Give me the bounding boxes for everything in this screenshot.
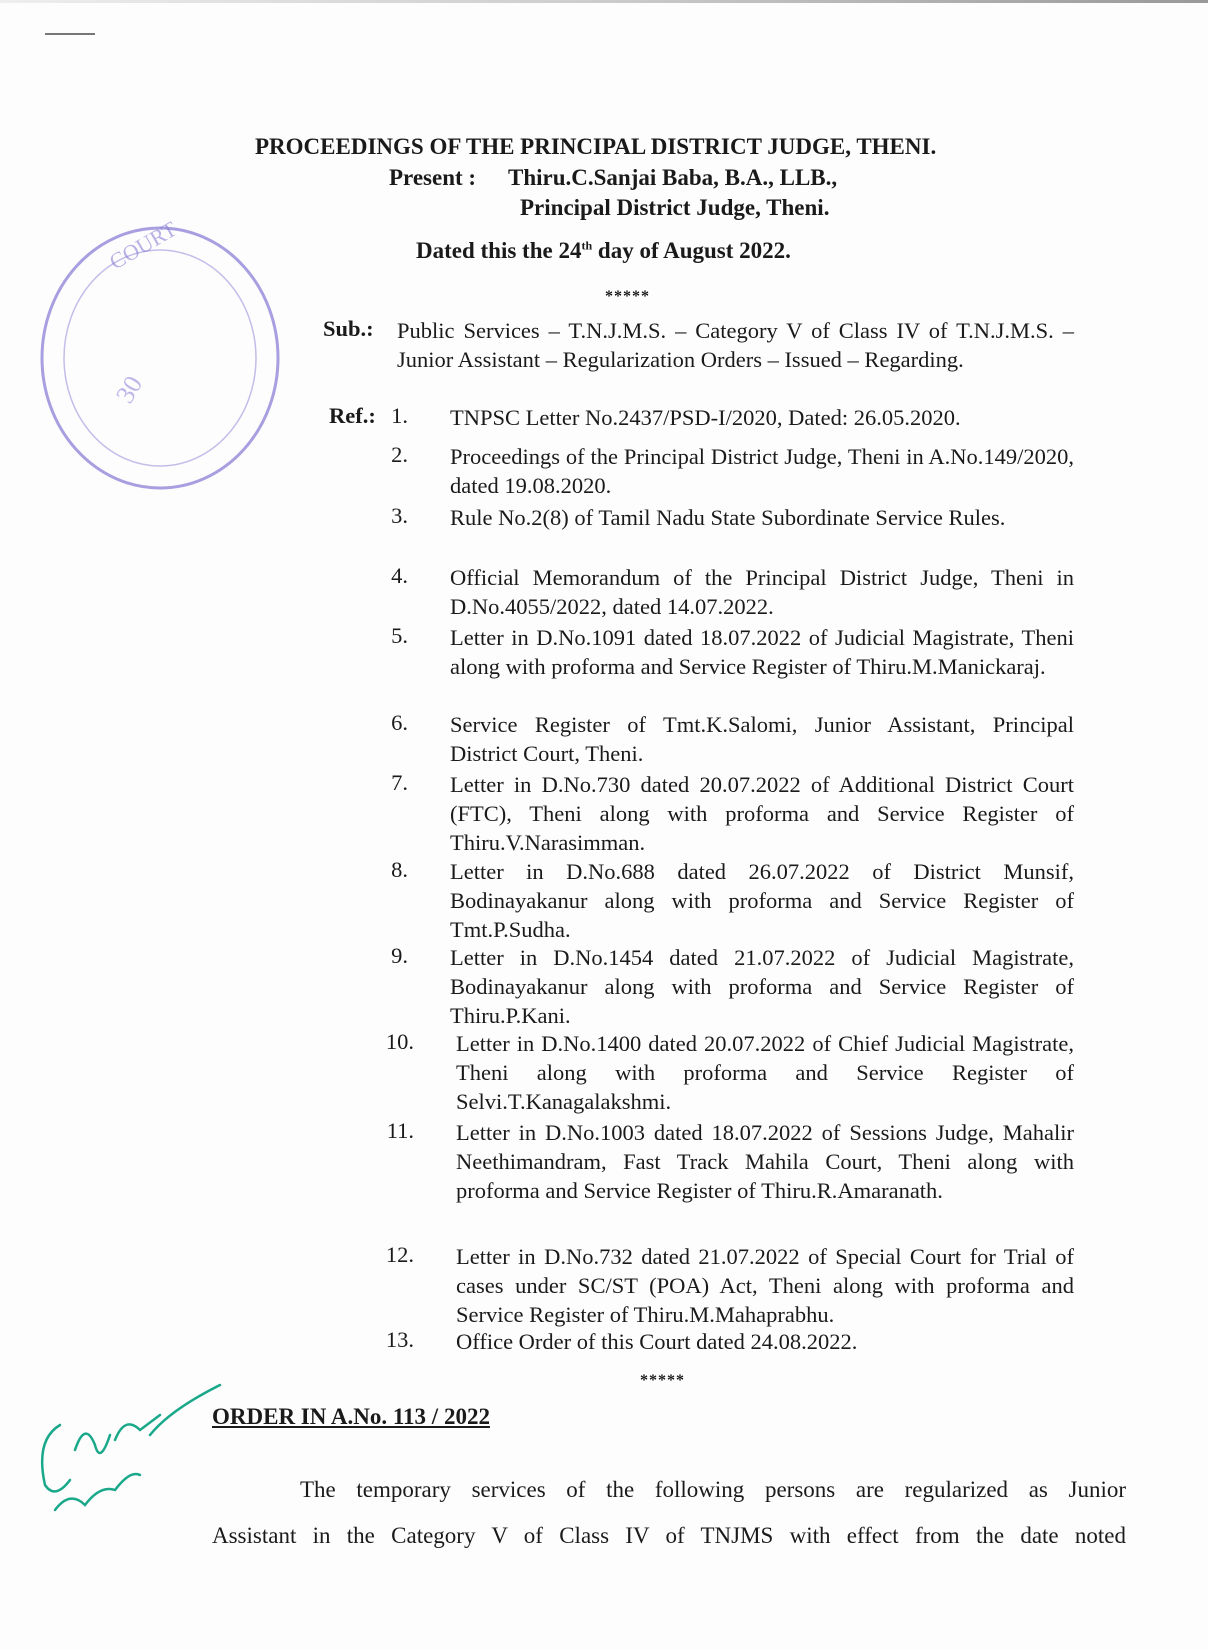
reference-number: 4. — [391, 563, 408, 588]
order-paragraph-line-2: Assistant in the Category V of Class IV of TNJMS with effect from the date noted — [212, 1523, 1126, 1548]
reference-number: 7. — [391, 770, 408, 795]
subject-label: Sub.: — [323, 316, 374, 341]
references-label: Ref.: — [329, 403, 376, 428]
scan-mark — [45, 33, 95, 35]
reference-number: 1. — [391, 403, 408, 428]
subject-text: Public Services – T.N.J.M.S. – Category V of Class IV of T.N.J.M.S. – Junior Assistant – Regularization Orders – Issued – Regarding. — [397, 318, 1074, 372]
dated-sup: th — [581, 238, 593, 253]
reference-number: 3. — [391, 503, 408, 528]
reference-text: Official Memorandum of the Principal District Judge, Theni in D.No.4055/2022, dated 14.07.2022. — [450, 565, 1074, 619]
dated-prefix: Dated this the — [416, 238, 553, 263]
svg-text:30: 30 — [110, 370, 149, 408]
page-top-edge — [0, 0, 1208, 3]
reference-text: Letter in D.No.1454 dated 21.07.2022 of Judicial Magistrate, Bodinayakanur along with proforma and Service Register of Thiru.P.Kani. — [450, 945, 1074, 1028]
reference-text: Letter in D.No.1003 dated 18.07.2022 of Sessions Judge, Mahalir Neethimandram, Fast Track Mahila Court, Theni along with proforma and Service Register of Thiru.R.Amaranath. — [456, 1120, 1074, 1203]
reference-text: Service Register of Tmt.K.Salomi, Junior Assistant, Principal District Court, Theni. — [450, 712, 1074, 766]
separator-stars-2: ***** — [640, 1372, 685, 1389]
reference-number: 6. — [391, 710, 408, 735]
reference-text: Letter in D.No.688 dated 26.07.2022 of District Munsif, Bodinayakanur along with proforma and Service Register of Tmt.P.Sudha. — [450, 859, 1074, 942]
dated-line — [416, 238, 791, 264]
reference-number: 9. — [391, 943, 408, 968]
reference-number: 5. — [391, 623, 408, 648]
reference-text: Rule No.2(8) of Tamil Nadu State Subordinate Service Rules. — [450, 505, 1006, 530]
dated-day: 24 — [558, 238, 582, 263]
reference-text: Letter in D.No.732 dated 21.07.2022 of Special Court for Trial of cases under SC/ST (POA) Act, Theni along with proforma and Service Register of Thiru.M.Mahaprabhu. — [456, 1244, 1074, 1327]
reference-text: Letter in D.No.1400 dated 20.07.2022 of Chief Judicial Magistrate, Theni along with proforma and Service Register of Selvi.T.Kanagalakshmi. — [456, 1031, 1074, 1114]
handwritten-initials-signature — [30, 1380, 230, 1530]
reference-text: Letter in D.No.730 dated 20.07.2022 of Additional District Court (FTC), Theni along with proforma and Service Register of Thiru.V.Narasimman. — [450, 772, 1074, 855]
reference-number: 11. — [386, 1118, 414, 1143]
document-title: PROCEEDINGS OF THE PRINCIPAL DISTRICT JUDGE, THENI. — [255, 134, 937, 159]
present-name: Thiru.C.Sanjai Baba, B.A., LLB., — [508, 165, 838, 190]
dated-suffix: day of August 2022. — [597, 238, 791, 263]
reference-number: 8. — [391, 857, 408, 882]
reference-number: 13. — [385, 1327, 414, 1352]
order-heading: ORDER IN A.No. 113 / 2022 — [212, 1404, 490, 1429]
reference-number: 2. — [391, 442, 408, 467]
reference-text: Office Order of this Court dated 24.08.2022. — [456, 1329, 858, 1354]
reference-text: Letter in D.No.1091 dated 18.07.2022 of Judicial Magistrate, Theni along with proforma and Service Register of Thiru.M.Manickaraj. — [450, 625, 1074, 679]
reference-text: TNPSC Letter No.2437/PSD-I/2020, Dated: 26.05.2020. — [450, 405, 961, 430]
judge-designation: Principal District Judge, Theni. — [520, 195, 830, 220]
separator-stars: ***** — [605, 288, 650, 305]
court-seal-stamp — [20, 210, 300, 520]
svg-text:COURT: COURT — [105, 216, 181, 275]
present-label: Present : — [389, 165, 477, 190]
reference-number: 10. — [385, 1029, 414, 1054]
reference-number: 12. — [385, 1242, 414, 1267]
order-paragraph-line-1: The temporary services of the following persons are regularized as Junior — [300, 1477, 1126, 1502]
reference-text: Proceedings of the Principal District Judge, Theni in A.No.149/2020, dated 19.08.2020. — [450, 444, 1074, 498]
